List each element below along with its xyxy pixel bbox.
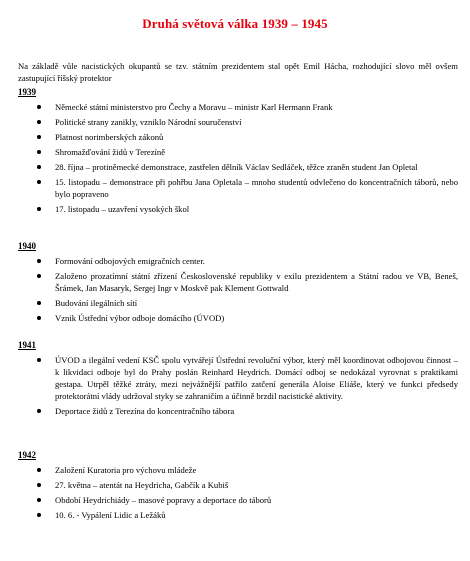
list-item: [18, 203, 458, 215]
section-1941: [18, 340, 458, 417]
event-text: Deportace židů z Terezína do koncentračního tábora: [55, 406, 235, 416]
list-item: [18, 312, 458, 324]
list-item: [18, 101, 458, 113]
list-item: [18, 146, 458, 158]
intro-paragraph: Na základě vůle nacistických okupantů se tzv. státním prezidentem stal opět Emil Hácha, rozhodující slovo měl ovšem zastupující říšský protektor: [18, 61, 458, 83]
bullet-icon: [37, 468, 41, 472]
bullet-icon: [37, 120, 41, 124]
event-list: [18, 255, 458, 324]
event-text: Platnost norimberských zákonů: [55, 132, 164, 142]
bullet-icon: [37, 105, 41, 109]
event-text: 27. května – atentát na Heydricha, Gabčík a Kubiš: [55, 480, 229, 490]
bullet-icon: [37, 316, 41, 320]
section-year: 1942: [18, 450, 36, 460]
bullet-icon: [37, 358, 41, 362]
bullet-icon: [37, 150, 41, 154]
event-text: Založení Kuratoria pro výchovu mládeže: [55, 465, 197, 475]
event-text: 28. října – protiněmecké demonstrace, zastřelen dělník Václav Sedláček, těžce zraněn student Jan Opletal: [55, 162, 418, 172]
event-text: 17. listopadu – uzavření vysokých škol: [55, 204, 190, 214]
event-text: 10. 6. - Vypálení Lidic a Ležáků: [55, 510, 166, 520]
bullet-icon: [37, 135, 41, 139]
list-item: [18, 509, 458, 521]
event-text: ÚVOD a ilegální vedení KSČ spolu vytvářejí Ústřední revoluční výbor, který měl koordinovat odbojovou činnost – k likvidaci odboje byl do Prahy poslán Reinhard Heydrich. Domácí odboj se nedokázal vyrovnat s praktikami gestapa. Utrpěl těžké ztráty, mezi nejvážnější patřilo zatčení generála Aloise Eliáše, který ve funkci předsedy protektorátní vlády udržoval styky se zahraničím a účinně brzdil nacistické aktivity.: [55, 355, 458, 401]
event-text: Shromažďování židů v Terezíně: [55, 147, 166, 157]
section-year: 1939: [18, 87, 36, 97]
event-list: [18, 464, 458, 521]
event-text: 15. listopadu – demonstrace při pohřbu Jana Opletala – mnoho studentů odvlečeno do koncentračních táborů, nebo bylo popraveno: [55, 177, 458, 199]
list-item: [18, 494, 458, 506]
event-text: Období Heydrichiády – masové popravy a deportace do táborů: [55, 495, 272, 505]
event-list: [18, 101, 458, 215]
bullet-icon: [37, 207, 41, 211]
list-item: [18, 161, 458, 173]
list-item: [18, 464, 458, 476]
bullet-icon: [37, 498, 41, 502]
bullet-icon: [37, 259, 41, 263]
list-item: [18, 270, 458, 294]
bullet-icon: [37, 180, 41, 184]
bullet-icon: [37, 409, 41, 413]
section-1940: [18, 241, 458, 324]
bullet-icon: [37, 274, 41, 278]
bullet-icon: [37, 483, 41, 487]
document-title: Druhá světová válka 1939 – 1945: [142, 16, 328, 31]
list-item: [18, 255, 458, 267]
section-1942: [18, 450, 458, 521]
event-text: Politické strany zanikly, vzniklo Národní souručenství: [55, 117, 242, 127]
list-item: [18, 354, 458, 402]
event-text: Založeno prozatímní státní zřízení Československé republiky v exilu prezidentem a Státní radou ve VB, Beneš, Šrámek, Jan Masaryk, Sergej Ingr v Moskvě pak Klement Gottwald: [55, 271, 458, 293]
event-text: Vznik Ústřední výbor odboje domácího (ÚVOD): [55, 313, 225, 323]
list-item: [18, 479, 458, 491]
section-year: 1940: [18, 241, 36, 251]
bullet-icon: [37, 165, 41, 169]
list-item: [18, 297, 458, 309]
event-list: [18, 354, 458, 417]
event-text: Budování ilegálních sítí: [55, 298, 138, 308]
list-item: [18, 405, 458, 417]
bullet-icon: [37, 301, 41, 305]
list-item: [18, 131, 458, 143]
section-year: 1941: [18, 340, 36, 350]
section-1939: [18, 87, 458, 215]
event-text: Formování odbojových emigračních center.: [55, 256, 205, 266]
list-item: [18, 116, 458, 128]
bullet-icon: [37, 513, 41, 517]
list-item: [18, 176, 458, 200]
event-text: Německé státní ministerstvo pro Čechy a Moravu – ministr Karl Hermann Frank: [55, 102, 333, 112]
